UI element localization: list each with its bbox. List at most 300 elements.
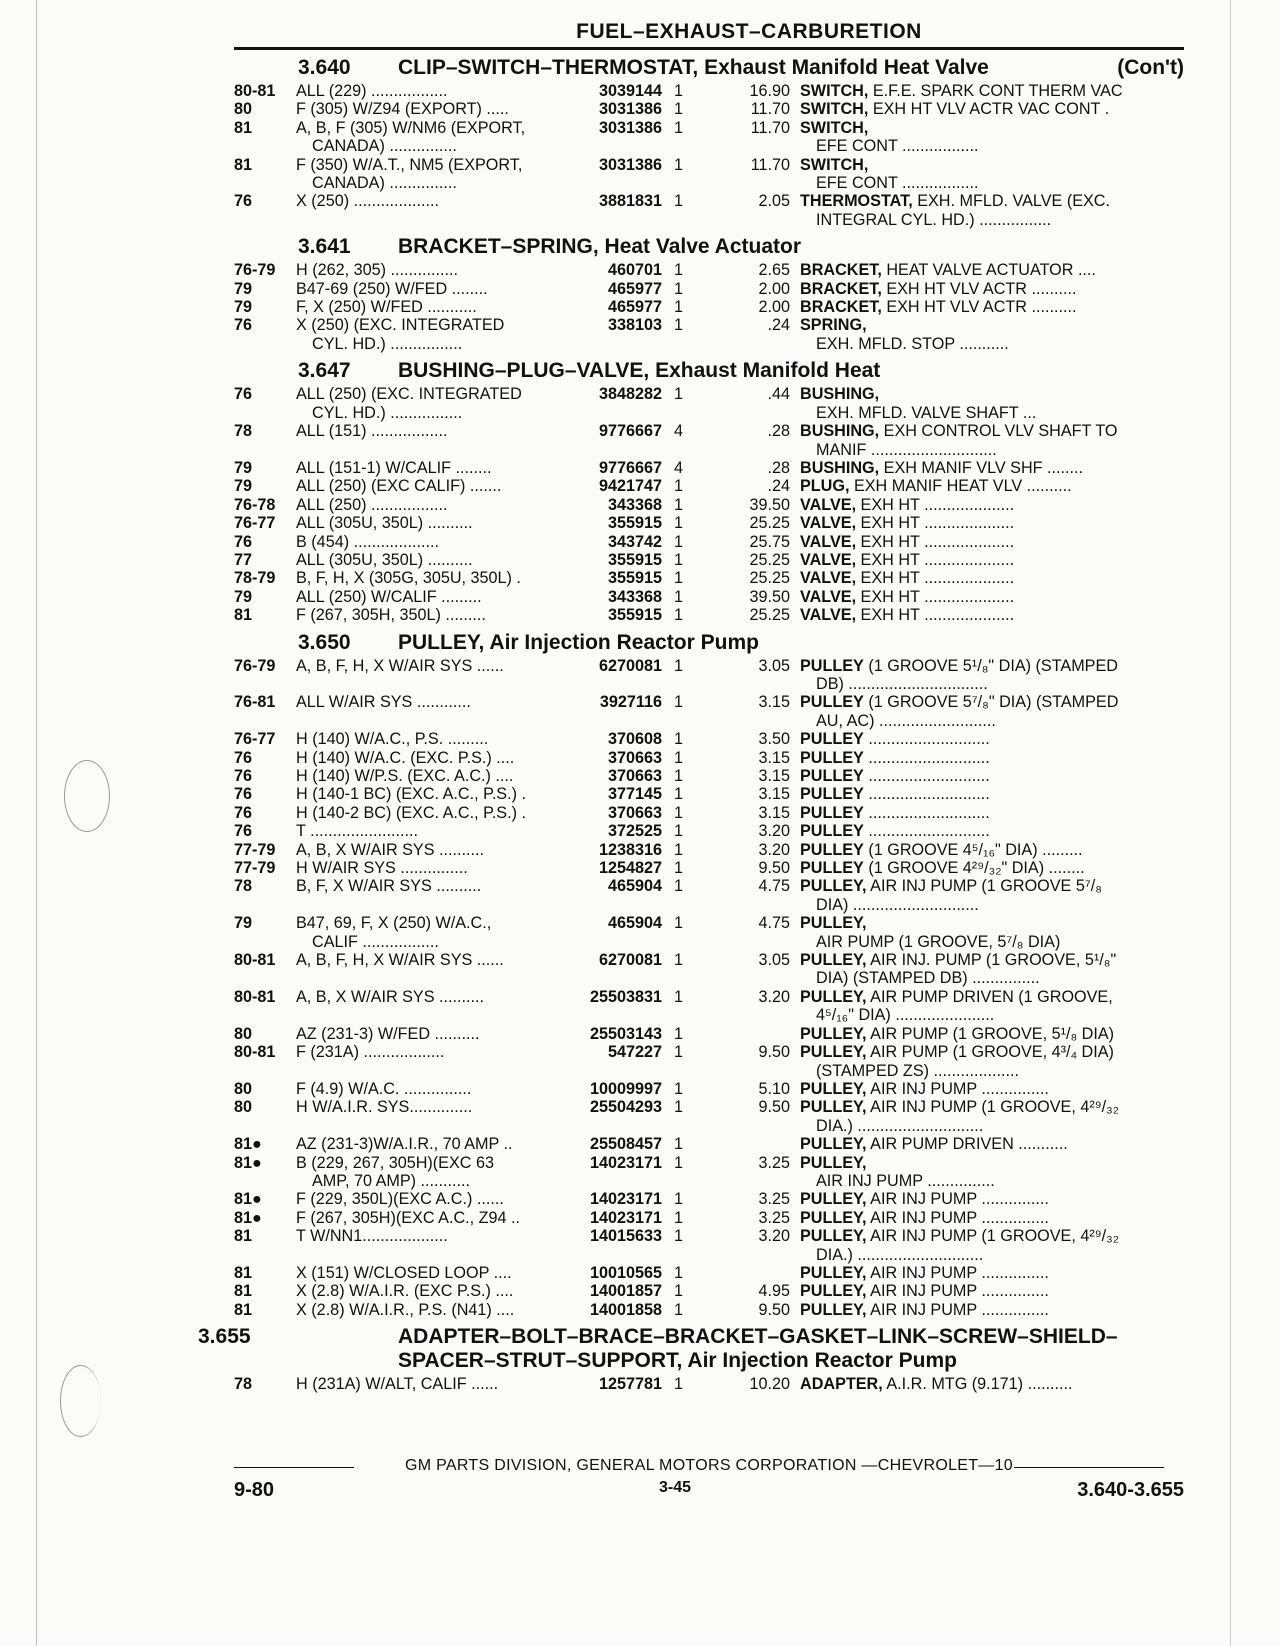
description: [800, 280, 1184, 298]
application-line: X (250) ...................: [296, 192, 440, 211]
table-row: [234, 459, 1184, 477]
description: [800, 385, 1184, 422]
price: 3.50: [758, 730, 790, 749]
part-number: 372525: [607, 822, 662, 841]
description-keyword: PULLEY: [800, 730, 864, 749]
application: [296, 1375, 578, 1393]
quantity: 1: [674, 987, 684, 1006]
part-number: 343742: [607, 532, 662, 551]
description: [800, 693, 1184, 730]
application: [296, 657, 578, 694]
part-number: 465904: [607, 877, 662, 896]
application-line: B47, 69, F, X (250) W/A.C.,: [296, 914, 492, 933]
table-row: [234, 1282, 1184, 1300]
application-line: B (229, 267, 305H)(EXC 63: [296, 1153, 494, 1172]
table-row: [234, 841, 1184, 859]
price: 39.50: [749, 495, 790, 514]
application: [296, 1098, 578, 1135]
quantity: 1: [674, 1079, 684, 1098]
price: 2.00: [758, 279, 790, 298]
application: [296, 298, 578, 316]
table-row: [234, 1190, 1184, 1208]
description-line: [800, 1154, 871, 1172]
description-line: SWITCH, EXH HT VLV ACTR VAC CONT .: [800, 100, 1110, 119]
quantity: 1: [674, 514, 684, 533]
description-keyword: PULLEY,: [800, 1300, 867, 1319]
quantity: 1: [674, 1208, 684, 1227]
description-line: BUSHING, EXH MANIF VLV SHF ........: [800, 458, 1084, 477]
description-keyword: PULLEY,: [800, 1135, 867, 1154]
binder-hole: [60, 1365, 101, 1437]
application-line: A, B, F (305) W/NM6 (EXPORT,: [296, 118, 526, 137]
part-number: 355915: [607, 550, 662, 569]
table-row: [234, 606, 1184, 624]
model-year: 76-79: [234, 261, 276, 280]
description-line: PULLEY, AIR PUMP (1 GROOVE, 4³/₄ DIA): [800, 1043, 1114, 1062]
part-number: 10010565: [589, 1263, 662, 1282]
quantity: 1: [674, 495, 684, 514]
application-line: ALL (151) .................: [296, 422, 448, 441]
description-line: MANIF ............................: [816, 440, 997, 459]
part-number: 343368: [607, 587, 662, 606]
table-row: [234, 1154, 1184, 1191]
application: [296, 767, 578, 785]
description-line: VALVE, EXH HT ....................: [800, 495, 1015, 514]
description-keyword: VALVE,: [800, 569, 857, 588]
application: [296, 261, 578, 279]
description: [800, 192, 1184, 229]
price: 3.20: [758, 822, 790, 841]
model-year: 80: [234, 1079, 253, 1098]
description-line: VALVE, EXH HT ....................: [800, 514, 1015, 533]
model-year: 81●: [234, 1135, 262, 1154]
table-row: [234, 514, 1184, 532]
model-year: 76: [234, 803, 253, 822]
model-year: 80-81: [234, 987, 276, 1006]
model-year: 79: [234, 914, 253, 933]
description: [800, 588, 1184, 606]
application-line: ALL (250) .................: [296, 495, 448, 514]
table-row: [234, 551, 1184, 569]
application: [296, 1227, 578, 1264]
model-year: 81●: [234, 1153, 262, 1172]
description-keyword: PULLEY,: [800, 914, 867, 933]
quantity: 1: [674, 1227, 684, 1246]
application-line: ALL (250) (EXC CALIF) .......: [296, 477, 502, 496]
application: [296, 1282, 578, 1300]
right-edge-line: [1230, 0, 1231, 1646]
application-line: T W/NN1...................: [296, 1227, 448, 1246]
description-line: SWITCH, E.F.E. SPARK CONT THERM VAC: [800, 82, 1123, 100]
application: [296, 496, 578, 514]
table-row: [234, 1264, 1184, 1282]
table-row: [234, 951, 1184, 988]
description-line: PULLEY, AIR INJ PUMP ...............: [800, 1300, 1049, 1319]
description-line: BRACKET, EXH HT VLV ACTR ..........: [800, 298, 1077, 317]
price: 3.15: [758, 748, 790, 767]
part-number: 14023171: [589, 1208, 662, 1227]
table-row: [234, 1080, 1184, 1098]
description-line: PULLEY, AIR INJ. PUMP (1 GROOVE, 5¹/₈": [800, 951, 1117, 970]
quantity: 1: [674, 951, 684, 970]
application: [296, 192, 578, 229]
description-line: INTEGRAL CYL. HD.) ................: [816, 210, 1052, 229]
quantity: 1: [674, 859, 684, 878]
margin-line: [36, 0, 37, 1646]
application-line: H (262, 305) ...............: [296, 261, 458, 280]
price: 10.20: [749, 1375, 790, 1394]
description: [800, 477, 1184, 495]
quantity: 4: [674, 422, 684, 441]
description-line: VALVE, EXH HT ....................: [800, 606, 1015, 625]
table-row: [234, 657, 1184, 694]
model-year: 81: [234, 1227, 253, 1246]
table-row: [234, 859, 1184, 877]
part-number: 14023171: [589, 1190, 662, 1209]
table-row: [234, 767, 1184, 785]
description-keyword: PULLEY,: [800, 877, 867, 896]
description-line: PULLEY ...........................: [800, 785, 990, 804]
description: [800, 877, 1184, 914]
application: [296, 533, 578, 551]
quantity: 1: [674, 914, 684, 933]
description-keyword: SWITCH,: [800, 155, 869, 174]
price: 39.50: [749, 587, 790, 606]
table-row: [234, 477, 1184, 495]
application: [296, 822, 578, 840]
model-year: 80: [234, 1024, 253, 1043]
description-line: [800, 914, 871, 932]
description: [800, 841, 1184, 859]
application-line: CANADA) ...............: [312, 174, 457, 193]
quantity: 1: [674, 316, 684, 335]
description-keyword: PLUG,: [800, 477, 850, 496]
table-row: [234, 261, 1184, 279]
quantity: 1: [674, 840, 684, 859]
application-line: F, X (250) W/FED ...........: [296, 298, 477, 317]
description-keyword: PULLEY,: [800, 1024, 867, 1043]
description-keyword: PULLEY,: [800, 1227, 867, 1246]
price: 3.05: [758, 951, 790, 970]
page-number: 3-45: [659, 1479, 692, 1496]
application: [296, 569, 578, 587]
description-line: ADAPTER, A.I.R. MTG (9.171) ..........: [800, 1375, 1073, 1394]
price: 3.15: [758, 785, 790, 804]
quantity: 1: [674, 82, 684, 100]
description-keyword: THERMOSTAT,: [800, 192, 913, 211]
model-year: 81: [234, 118, 253, 137]
application-line: B, F, X W/AIR SYS ..........: [296, 877, 482, 896]
application: [296, 804, 578, 822]
quantity: 1: [674, 1153, 684, 1172]
application: [296, 859, 578, 877]
quantity: 1: [674, 155, 684, 174]
price: .28: [767, 422, 790, 441]
price: 11.70: [750, 155, 790, 174]
part-number: 355915: [607, 514, 662, 533]
model-year: 76: [234, 532, 253, 551]
catalog-page: [198, 20, 1184, 1394]
application: [296, 459, 578, 477]
description-line: VALVE, EXH HT ....................: [800, 532, 1015, 551]
description-line: BRACKET, EXH HT VLV ACTR ..........: [800, 279, 1077, 298]
price: 3.25: [758, 1190, 790, 1209]
table-row: [234, 422, 1184, 459]
description-keyword: BUSHING,: [800, 458, 880, 477]
model-year: 76-78: [234, 495, 276, 514]
model-year: 78-79: [234, 569, 276, 588]
part-number: 25508457: [589, 1135, 662, 1154]
price: 25.25: [749, 569, 790, 588]
quantity: 1: [674, 298, 684, 317]
quantity: 1: [674, 385, 684, 404]
application-line: AMP, 70 AMP) ...........: [312, 1171, 471, 1190]
description-line: EXH. MFLD. VALVE SHAFT ...: [816, 403, 1037, 422]
description-line: AU, AC) ..........................: [816, 711, 996, 730]
title-rule: [234, 47, 1184, 50]
quantity: 1: [674, 822, 684, 841]
table-row: [234, 156, 1184, 193]
description-line: BUSHING, EXH CONTROL VLV SHAFT TO: [800, 422, 1118, 441]
description-line: [800, 119, 873, 137]
price: .24: [767, 316, 790, 335]
description: [800, 822, 1184, 840]
application-line: A, B, F, H, X W/AIR SYS ......: [296, 951, 504, 970]
description: [800, 156, 1184, 193]
price: 3.15: [758, 693, 790, 712]
quantity: 1: [674, 1263, 684, 1282]
model-year: 79: [234, 279, 253, 298]
section-range: 3.640-3.655: [1077, 1479, 1184, 1501]
table-row: [234, 730, 1184, 748]
quantity: 1: [674, 767, 684, 785]
price: 16.90: [749, 82, 790, 100]
application: [296, 477, 578, 495]
model-year: 80-81: [234, 82, 276, 100]
description-keyword: PULLEY,: [800, 1263, 867, 1282]
price: 3.15: [758, 767, 790, 785]
model-year: 80: [234, 1098, 253, 1117]
description-keyword: PULLEY: [800, 859, 864, 878]
price: 2.00: [758, 298, 790, 317]
table-row: [234, 316, 1184, 353]
description-keyword: PULLEY,: [800, 1208, 867, 1227]
description-line: AIR PUMP (1 GROOVE, 5⁷/₈ DIA): [816, 932, 1061, 951]
application: [296, 100, 578, 118]
price: 4.95: [758, 1282, 790, 1301]
description: [800, 1190, 1184, 1208]
table-row: [234, 588, 1184, 606]
description: [800, 767, 1184, 785]
model-year: 81: [234, 1300, 253, 1319]
quantity: 1: [674, 785, 684, 804]
table-row: [234, 1227, 1184, 1264]
model-year: 76: [234, 822, 253, 841]
part-number: 6270081: [598, 656, 662, 675]
price: 3.15: [758, 803, 790, 822]
model-year: 81: [234, 1263, 253, 1282]
price: [698, 1135, 800, 1153]
description-keyword: PULLEY,: [800, 1153, 867, 1172]
application: [296, 1043, 578, 1080]
price: 25.75: [749, 532, 790, 551]
description: [800, 1301, 1184, 1319]
part-number: 370663: [607, 803, 662, 822]
description-line: [800, 316, 871, 334]
description: [800, 1025, 1184, 1043]
application-line: AZ (231-3)W/A.I.R., 70 AMP ..: [296, 1135, 513, 1154]
quantity: 1: [674, 656, 684, 675]
application-line: H (140-1 BC) (EXC. A.C., P.S.) .: [296, 785, 526, 804]
description: [800, 533, 1184, 551]
part-number: 1238316: [598, 840, 662, 859]
section-title: BRACKET–SPRING,: [398, 235, 599, 259]
section-heading: [234, 359, 1184, 383]
description: [800, 1043, 1184, 1080]
quantity: 1: [674, 606, 684, 625]
application-line: H (140) W/P.S. (EXC. A.C.) ....: [296, 767, 514, 785]
description-keyword: SWITCH,: [800, 82, 869, 100]
quantity: 1: [674, 1282, 684, 1301]
description-keyword: VALVE,: [800, 495, 857, 514]
description: [800, 1264, 1184, 1282]
part-number: 14015633: [589, 1227, 662, 1246]
application: [296, 385, 578, 422]
application-line: F (267, 305H)(EXC A.C., Z94 ..: [296, 1208, 521, 1227]
description-line: PULLEY (1 GROOVE 5¹/₈" DIA) (STAMPED: [800, 656, 1118, 675]
description-keyword: PULLEY,: [800, 1079, 867, 1098]
application-line: X (151) W/CLOSED LOOP ....: [296, 1263, 512, 1282]
application: [296, 877, 578, 914]
model-year: 76: [234, 785, 253, 804]
application-line: CYL. HD.) ................: [312, 403, 463, 422]
quantity: 1: [674, 550, 684, 569]
description-line: PULLEY, AIR PUMP DRIVEN ...........: [800, 1135, 1068, 1154]
description-keyword: PULLEY,: [800, 951, 867, 970]
application-line: F (350) W/A.T., NM5 (EXPORT,: [296, 155, 523, 174]
description-keyword: PULLEY: [800, 840, 864, 859]
model-year: 81●: [234, 1208, 262, 1227]
application-line: CYL. HD.) ................: [312, 334, 463, 353]
description: [800, 1154, 1184, 1191]
quantity: 1: [674, 279, 684, 298]
price: 3.25: [758, 1153, 790, 1172]
quantity: 1: [674, 1043, 684, 1062]
description: [800, 100, 1184, 118]
description-keyword: SPRING,: [800, 316, 867, 335]
quantity: 1: [674, 1190, 684, 1209]
model-year: 80-81: [234, 1043, 276, 1062]
section-subtitle: Heat Valve Actuator: [598, 235, 802, 259]
description-keyword: BUSHING,: [800, 385, 880, 404]
section-heading: [234, 235, 1184, 259]
description-line: PULLEY, AIR INJ PUMP ...............: [800, 1263, 1049, 1282]
quantity: 1: [674, 730, 684, 749]
application: [296, 606, 578, 624]
model-year: 79: [234, 477, 253, 496]
application-line: A, B, X W/AIR SYS ..........: [296, 987, 484, 1006]
description-keyword: VALVE,: [800, 550, 857, 569]
table-row: [234, 822, 1184, 840]
part-number: 25503831: [589, 987, 662, 1006]
description: [800, 730, 1184, 748]
application: [296, 914, 578, 951]
part-number: 338103: [607, 316, 662, 335]
model-year: 79: [234, 587, 253, 606]
description-keyword: PULLEY: [800, 822, 864, 841]
table-row: [234, 1209, 1184, 1227]
description-line: PULLEY, AIR INJ PUMP (1 GROOVE, 4²⁹/₃₂: [800, 1227, 1120, 1246]
description-keyword: ADAPTER,: [800, 1375, 883, 1394]
section-number: 3.655: [198, 1325, 251, 1349]
description-line: DB) ...............................: [816, 674, 988, 693]
description-keyword: VALVE,: [800, 532, 857, 551]
table-row: [234, 804, 1184, 822]
price: 3.20: [758, 1227, 790, 1246]
description-line: PULLEY ...........................: [800, 803, 990, 822]
description-keyword: VALVE,: [800, 606, 857, 625]
description: [800, 1098, 1184, 1135]
price: 3.25: [758, 1208, 790, 1227]
table-row: [234, 1043, 1184, 1080]
description: [800, 859, 1184, 877]
application-line: H (140) W/A.C. (EXC. P.S.) ....: [296, 748, 515, 767]
application-line: T ........................: [296, 822, 419, 841]
application-line: H (140-2 BC) (EXC. A.C., P.S.) .: [296, 803, 526, 822]
application: [296, 730, 578, 748]
description-keyword: PULLEY: [800, 767, 864, 785]
application: [296, 588, 578, 606]
part-number: 3031386: [598, 118, 662, 137]
price: 9.50: [758, 1098, 790, 1117]
application-line: X (2.8) W/A.I.R. (EXC P.S.) ....: [296, 1282, 514, 1301]
application: [296, 1154, 578, 1191]
application-line: ALL (305U, 350L) ..........: [296, 514, 473, 533]
part-number: 14001857: [589, 1282, 662, 1301]
quantity: 1: [674, 1300, 684, 1319]
table-row: [234, 280, 1184, 298]
table-row: [234, 914, 1184, 951]
description-line: DIA) (STAMPED DB) ...............: [816, 969, 1040, 988]
quantity: 1: [674, 569, 684, 588]
description: [800, 657, 1184, 694]
table-row: [234, 749, 1184, 767]
part-number: 465977: [607, 279, 662, 298]
section-subtitle: Air Injection Reactor Pump: [682, 1349, 957, 1373]
application-line: F (305) W/Z94 (EXPORT) .....: [296, 100, 509, 119]
description-line: VALVE, EXH HT ....................: [800, 569, 1015, 588]
part-number: 14001858: [589, 1300, 662, 1319]
description-keyword: BRACKET,: [800, 298, 882, 317]
section-subtitle: Air Injection Reactor Pump: [484, 630, 759, 654]
price: 3.05: [758, 656, 790, 675]
table-row: [234, 192, 1184, 229]
description: [800, 1135, 1184, 1153]
part-number: 547227: [607, 1043, 662, 1062]
model-year: 76: [234, 192, 253, 211]
quantity: 1: [674, 1098, 684, 1117]
part-number: 9421747: [598, 477, 662, 496]
description-keyword: PULLEY: [800, 748, 864, 767]
part-number: 1257781: [598, 1375, 662, 1394]
description: [800, 914, 1184, 951]
description-keyword: PULLEY: [800, 785, 864, 804]
model-year: 78: [234, 422, 253, 441]
price: 3.20: [758, 987, 790, 1006]
model-year: 81: [234, 606, 253, 625]
table-row: [234, 1375, 1184, 1393]
application-line: B (454) ...................: [296, 532, 440, 551]
